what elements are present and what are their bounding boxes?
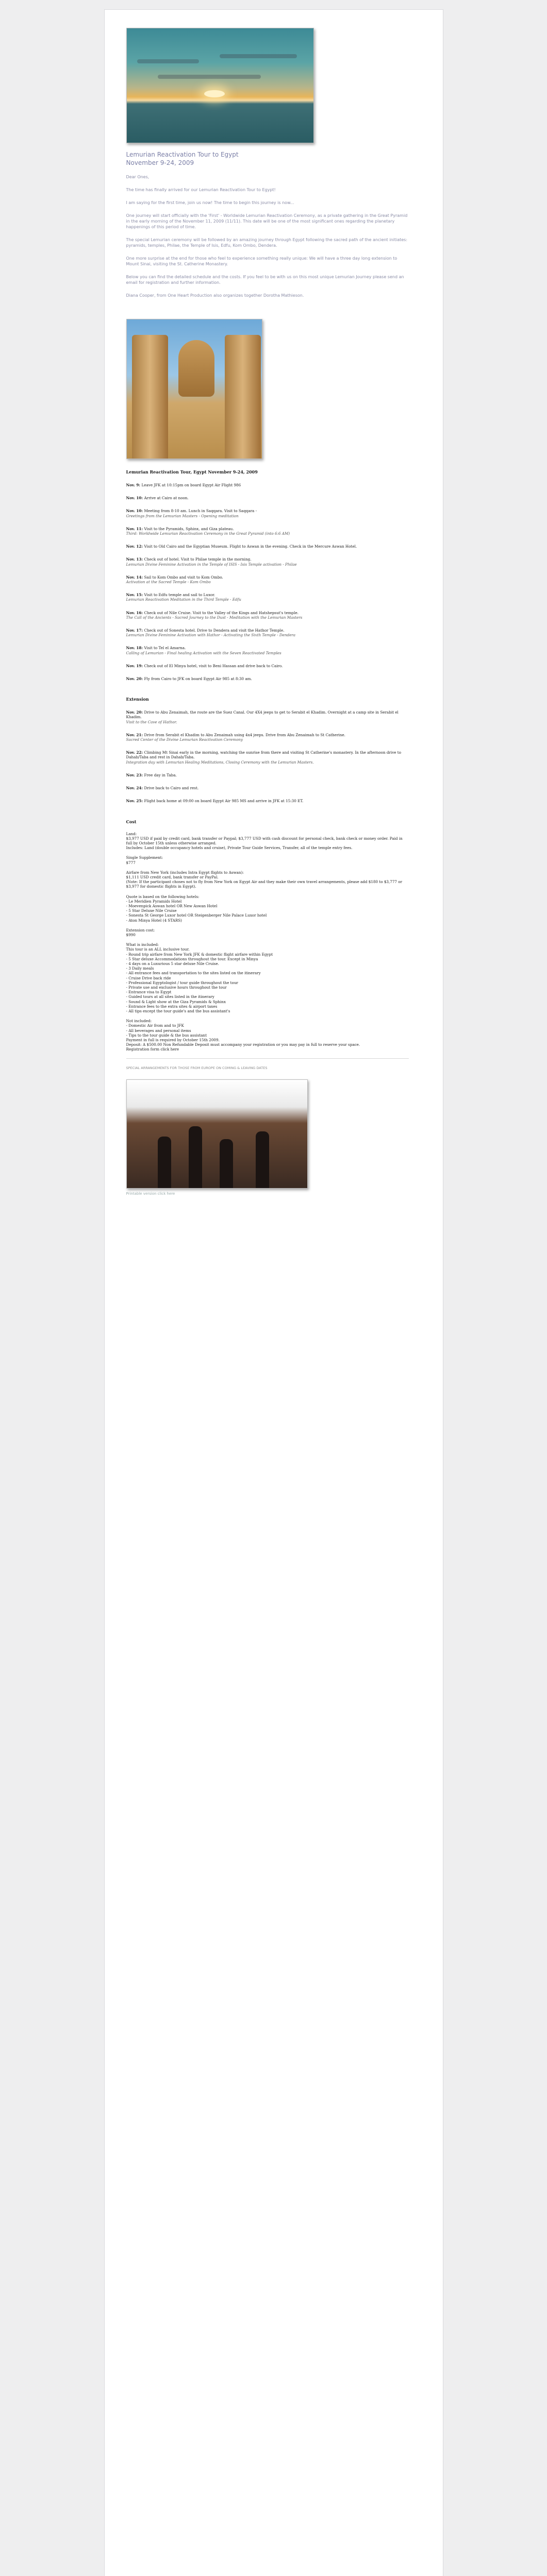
intro-paragraph: One more surprise at the end for those who feel to experience something really unique: We will have a three day long extension to Mount Sinai, visiting the St. Catherine Monastery.: [126, 256, 397, 266]
entry-date: Nov. 10:: [126, 509, 144, 514]
entry-subtext: Lemurian Reactivation Meditation in the Third Temple - Edfu: [126, 597, 241, 602]
sunset-hero-image: [126, 28, 314, 143]
entry-date: Nov. 22:: [126, 750, 144, 755]
cost-line: Includes: Land (double occupancy hotels and cruise), Private Tour Guide Services, Transfer, all of the temple entry fees.: [126, 845, 353, 851]
entry-text: Check out of Nile Cruise. Visit to the Valley of the Kings and Hatshepsut's temple.: [144, 610, 299, 615]
cost-title: Cost: [126, 819, 137, 824]
tour-title: Lemurian Reactivation Tour to Egypt: [126, 151, 239, 158]
entry-subtext: Lemurian Divine Feminine Activation in the Temple of ISIS - Isis Temple activation - Philae: [126, 562, 297, 567]
cost-line: $1,111 USD credit card, bank transfer or PayPal.: [126, 874, 219, 879]
itinerary-entry: [126, 483, 409, 487]
divider: [126, 1058, 409, 1059]
entry-subtext: Sacred Center of the Divine Lemurian Reactivation Ceremony: [126, 737, 243, 742]
entry-date: Nov. 21:: [126, 732, 144, 737]
cost-line: - Guided tours at all sites listed in the itinerary: [126, 994, 214, 999]
entry-text: Arrive at Cairo at noon.: [144, 496, 189, 501]
itinerary-entry: [126, 676, 409, 681]
entry-text: Visit to Old Cairo and the Egyptian Museum. Flight to Aswan in the evening. Check in the Mercure Aswan Hotel.: [144, 544, 357, 549]
extension-entry: [126, 750, 409, 765]
entry-text: Sail to Kom Ombo and visit to Kom Ombo.: [144, 574, 223, 580]
itinerary-entry: [126, 544, 409, 549]
cost-line: Airfare from New York (includes Intra Egypt flights to Aswan):: [126, 870, 244, 875]
page-title: [126, 150, 424, 167]
entry-date: Nov. 14:: [126, 574, 144, 580]
cost-line: - Entrance visa to Egypt: [126, 990, 172, 995]
cost-line: - Professional Egyptologist / tour guide throughout the tour: [126, 980, 238, 985]
extension-list: [120, 710, 424, 803]
intro-section: [120, 174, 424, 298]
cost-line: $777: [126, 860, 136, 865]
travelers-image: [126, 1079, 308, 1189]
intro-paragraph: The time has finally arrived for our Lemurian Reactivation Tour to Egypt!: [126, 188, 276, 192]
cost-line: - Round trip airfare from New York JFK & domestic flight airfare within Egypt: [126, 952, 273, 957]
entry-text: Visit to Tel el Amarna.: [144, 646, 186, 651]
extension-entry: [126, 786, 409, 790]
entry-date: Nov. 20:: [126, 710, 144, 715]
entry-subtext: Calling of Lemurian - Final healing Activation with the Seven Reactivated Temples: [126, 650, 281, 655]
cost-line: What is included:: [126, 942, 159, 947]
cost-line: - Tips to the tour guide & the bus assistant: [126, 1032, 207, 1038]
itinerary-entry: [126, 575, 409, 584]
sun-glow: [204, 90, 225, 97]
egypt-temple-image: [126, 319, 262, 459]
cost-line: - 4 days on a Luxurious 5 star deluxe Nile Cruise.: [126, 961, 219, 966]
itinerary-entry: [126, 496, 409, 500]
cost-line: This tour is an ALL inclusive tour.: [126, 947, 190, 952]
intro-paragraph: Below you can find the detailed schedule and the costs. If you feel to be with us on this most unique Lemurian Journey please send an email for registration and further information.: [126, 275, 404, 285]
entry-text: Flight back home at 09:00 on board Egypt Air 985 MS and arrive in JFK at 15:30 ET.: [144, 799, 304, 804]
itinerary-entry: [126, 527, 409, 536]
intro-paragraph: One journey will start officially with the 'First' - Worldwide Lemurian Reactivation Ceremony, as a private gathering in the Great Pyramid in the early morning of the November 11, 2009 (11/11). This date will be one of the most significant ones regarding the planetary happenings of this period of time.: [126, 213, 408, 229]
cost-section: [126, 832, 409, 1052]
entry-subtext: Activation at the Sacred Temple - Kom Ombo: [126, 580, 211, 585]
entry-text: Climbing Mt Sinai early in the morning, watching the sunrise from there and visiting St Catherine's monastery. In the afternoon drive to Dahab/Taba and rest in Dahab/Taba.: [126, 750, 402, 760]
itinerary-entry: [126, 509, 409, 518]
cost-line: $3,977 USD if paid by credit card, bank transfer or Paypal; $3,777 USD with cash discount for personal check, bank check or money order. Paid in full by October 15th unless otherwise arranged.: [126, 836, 403, 845]
cost-line: Single Supplement:: [126, 855, 163, 860]
itinerary-entry: [126, 646, 409, 655]
cost-line: - 3 Daily meals: [126, 966, 154, 971]
cost-line: - Private use and exclusive hours throughout the tour: [126, 985, 227, 990]
extension-title: Extension: [126, 697, 149, 702]
entry-date: Nov. 18:: [126, 646, 144, 651]
entry-subtext: Greetings from the Lemurian Masters - Opening meditation: [126, 513, 239, 518]
extension-entry: [126, 799, 409, 803]
extension-entry: [126, 733, 409, 742]
entry-date: Nov. 24:: [126, 786, 144, 791]
entry-date: Nov. 19:: [126, 663, 144, 668]
tour-date: November 9-24, 2009: [126, 159, 194, 166]
entry-subtext: Visit to the Cave of Hathor.: [126, 719, 177, 724]
entry-text: Visit to Edfu temple and sail to Luxor.: [144, 592, 216, 598]
entry-subtext: Lemurian Divine Feminine Activation with Hathor - Activating the Sixth Temple - Dendera: [126, 633, 296, 638]
entry-date: Nov. 15:: [126, 592, 144, 598]
intro-paragraph: Dear Ones,: [126, 175, 150, 179]
entry-date: Nov. 10:: [126, 496, 144, 501]
entry-text: Leave JFK at 10:15pm on board Egypt Air Flight 986: [141, 483, 241, 487]
entry-text: Visit to the Pyramids, Sphinx, and Giza plateau.: [144, 526, 234, 531]
itinerary-title: Lemurian Reactivation Tour, Egypt November 9-24, 2009: [126, 469, 258, 474]
cost-line: - Domestic Air from and to JFK: [126, 1023, 184, 1028]
itinerary-entry: [126, 557, 409, 566]
page-container: [104, 9, 443, 2576]
intro-paragraph: Diana Cooper, from One Heart Production also organizes together Dorotha Mathieson.: [126, 293, 304, 298]
cost-line: (Note: If the participant choses not to fly from New York on Egypt Air and they make their own travel arrangements, please add $180 to $3,777 or $3,977 for domestic flights in Egypt).: [126, 879, 403, 889]
entry-date: Nov. 17:: [126, 628, 144, 633]
intro-paragraph: I am saying for the first time, join us now! The time to begin this journey is now...: [126, 200, 294, 205]
entry-text: Drive back to Cairo and rest.: [144, 786, 199, 791]
cost-line: - Aton Minya Hotel (4 STARS): [126, 918, 182, 923]
cost-line[interactable]: Registration form click here: [126, 1047, 179, 1052]
cost-line: Payment in full is required by October 15th 2009.: [126, 1038, 220, 1043]
cost-line: Extension cost:: [126, 927, 155, 933]
entry-date: Nov. 11:: [126, 526, 144, 531]
entry-date: Nov. 23:: [126, 772, 144, 777]
printable-version-link[interactable]: Printable version click here: [126, 1191, 175, 1196]
cost-line: - Cruise Drive back ride: [126, 975, 171, 980]
itinerary-entry: [126, 664, 409, 668]
cost-line: - 5 Star deluxe Accommodations throughout the tour. Except in Minya: [126, 956, 258, 961]
entry-text: Drive to Abu Zenaimah, the route are the Suez Canal. Our 4X4 jeeps to get to Serabit el Khadim. Overnight at a camp site in Serabit el Khadim.: [126, 710, 399, 720]
entry-text: Meeting from 8-10 am. Lunch in Saqqara. Visit to Saqqara -: [144, 509, 257, 514]
entry-date: Nov. 16:: [126, 610, 144, 615]
entry-text: Check out of hotel. Visit to Philae temple in the morning.: [144, 557, 252, 562]
cost-line: $990: [126, 932, 136, 937]
itinerary-entry: [126, 628, 409, 637]
cost-line: - Sound & Light show at the Giza Pyramids & Sphinx: [126, 999, 226, 1004]
cost-line: - All beverages and personal items: [126, 1028, 191, 1033]
europe-arrangements-link[interactable]: SPECIAL ARRANGEMENTS FOR THOSE FROM EUROPE ON COMING & LEAVING DATES: [126, 1065, 268, 1070]
cost-line: - Moevenpick Aswan hotel OR New Aswan Hotel: [126, 903, 218, 908]
entry-subtext: Third: Worldwide Lemurian Reactivation Ceremony in the Great Pyramid (into 6:6 AM): [126, 531, 290, 536]
itinerary-entry: [126, 592, 409, 602]
cost-line: - Sonesta St George Luxor hotel OR Steigenberger Nile Palace Luxor hotel: [126, 913, 267, 918]
extension-entry: [126, 710, 409, 724]
cost-line: Not included:: [126, 1019, 152, 1024]
cost-line: - All tips except the tour guide's and the bus assistant's: [126, 1009, 230, 1013]
entry-subtext: Integration day with Lemurian Healing Meditations, Closing Ceremony with the Lemurian Masters.: [126, 759, 314, 765]
entry-date: Nov. 9:: [126, 483, 142, 487]
cost-line: - 5 Star Deluxe Nile Cruise: [126, 908, 177, 913]
cost-line: - All entrance fees and transportation to the sites listed on the itinerary: [126, 971, 261, 976]
cost-line: - Entrance fees to the extra sites & airport taxes: [126, 1004, 218, 1009]
entry-subtext: The Call of the Ancients - Sacred Journey to the Dust - Meditation with the Lemurian Masters: [126, 615, 303, 620]
extension-entry: [126, 773, 409, 777]
entry-text: Fly from Cairo to JFK on board Egypt Air 985 at 8:30 am.: [144, 676, 252, 682]
cost-line: - Le Meridien Pyramids Hotel: [126, 899, 182, 904]
cost-line: Quote is based on the following hotels:: [126, 894, 200, 899]
entry-date: Nov. 13:: [126, 557, 144, 562]
itinerary-entry: [126, 611, 409, 620]
cost-line: Land:: [126, 831, 137, 836]
itinerary-list: [120, 483, 424, 681]
entry-text: Check out of Sonesta hotel. Drive to Dendera and visit the Hathor Temple.: [144, 628, 285, 633]
cost-line: Deposit: A $500.00 Non Refundable Deposit must accompany your registration or you may pay in full to reserve your space.: [126, 1042, 360, 1047]
main-content: [120, 23, 424, 1196]
entry-text: Check out of El Minya hotel, visit to Beni Hassan and drive back to Cairo.: [144, 663, 283, 668]
entry-date: Nov. 20:: [126, 676, 144, 682]
entry-text: Drive from Serabit el Khadim to Abu Zenaimah using 4x4 jeeps. Drive from Abu Zenaimah to St Catherine.: [144, 732, 345, 737]
entry-date: Nov. 12:: [126, 544, 144, 549]
intro-paragraph: The special Lemurian ceremony will be followed by an amazing journey through Egypt following the sacred path of the ancient initiates: pyramids, temples, Philae, the Temple of Isis, Edfu, Kom Ombo, Dendera.: [126, 238, 408, 248]
entry-text: Free day in Taba.: [144, 772, 177, 777]
entry-date: Nov. 25:: [126, 799, 144, 804]
